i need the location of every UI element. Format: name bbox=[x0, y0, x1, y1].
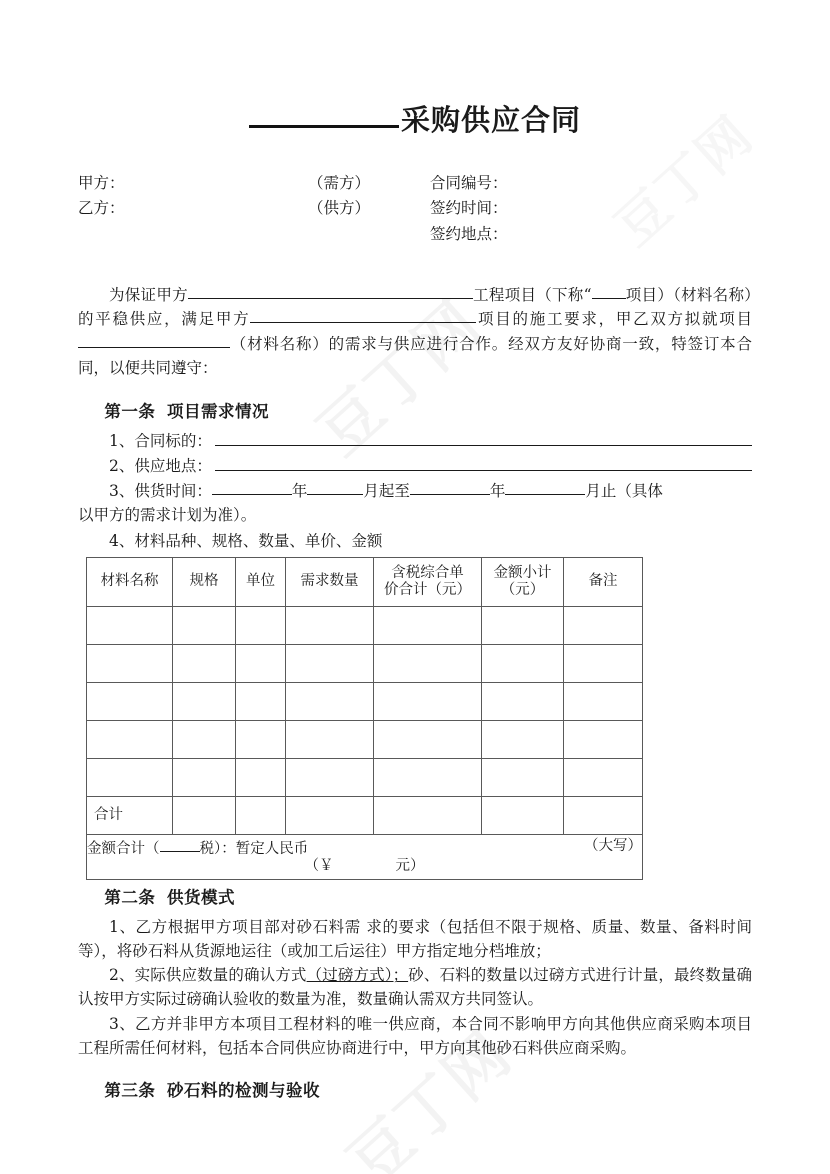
cell-spec[interactable] bbox=[173, 758, 236, 796]
cell-quantity[interactable] bbox=[286, 758, 374, 796]
cell-amount[interactable] bbox=[482, 758, 564, 796]
cell-amount[interactable] bbox=[482, 606, 564, 644]
total-cell-remark[interactable] bbox=[564, 796, 643, 834]
amount-summary-cell bbox=[87, 834, 643, 879]
cell-spec[interactable] bbox=[173, 644, 236, 682]
party-a-label: 甲方： bbox=[78, 174, 125, 193]
section-2-title: 供货模式 bbox=[166, 887, 235, 907]
item-2-weighing-method: （过磅方式）； bbox=[306, 966, 409, 985]
cell-material-name[interactable] bbox=[87, 720, 173, 758]
title-blank-field[interactable] bbox=[249, 125, 399, 128]
item-3-blank-month-start[interactable] bbox=[307, 479, 363, 495]
col-header-spec: 规格 bbox=[173, 557, 236, 606]
preamble-seg1: 为保证甲方 bbox=[109, 285, 188, 304]
section-2-number: 第二条 bbox=[104, 887, 156, 907]
table-row bbox=[87, 644, 643, 682]
section-1-item-4-label: 4、材料品种、规格、数量、单价、金额 bbox=[109, 532, 383, 551]
section-1-heading bbox=[78, 398, 752, 422]
party-block bbox=[78, 171, 752, 246]
total-cell-unit[interactable] bbox=[236, 796, 286, 834]
table-total-row bbox=[87, 796, 643, 834]
cell-unit[interactable] bbox=[236, 758, 286, 796]
amount-summary-line-2 bbox=[305, 858, 425, 874]
cell-remark[interactable] bbox=[564, 758, 643, 796]
section-2-heading bbox=[78, 884, 752, 908]
cell-material-name[interactable] bbox=[87, 682, 173, 720]
preamble-blank-project-2[interactable] bbox=[250, 307, 476, 323]
cell-material-name[interactable] bbox=[87, 644, 173, 682]
cell-spec[interactable] bbox=[173, 682, 236, 720]
amount-yuan-suffix: 元） bbox=[395, 858, 425, 875]
item-3-prefix: 3、供货时间： bbox=[109, 481, 212, 500]
cell-remark[interactable] bbox=[564, 682, 643, 720]
item-3-blank-year-end[interactable] bbox=[410, 479, 490, 495]
section-2-item-1: 1、乙方根据甲方项目部对砂石料需 求的要求（包括但不限于规格、质量、数量、备料时间等），将砂石料从货源地运往（或加工后运往）甲方指定地分档堆放； bbox=[78, 917, 752, 961]
material-table bbox=[86, 557, 643, 880]
section-3-number: 第三条 bbox=[104, 1081, 156, 1100]
section-2-item-3: 3、乙方并非甲方本项目工程材料的唯一供应商，本合同不影响甲方向其他供应商采购本项目工程所需任何材料，包括本合同供应协商进行中，甲方向其他砂石料供应商采购。 bbox=[78, 1014, 752, 1057]
item-1-label: 1、合同标的： bbox=[109, 431, 212, 450]
col-header-line-1: 含税综合单 bbox=[391, 564, 464, 581]
cell-remark[interactable] bbox=[564, 644, 643, 682]
col-header-amount-subtotal bbox=[482, 557, 564, 606]
cell-unit[interactable] bbox=[236, 720, 286, 758]
section-3-heading bbox=[78, 1077, 752, 1101]
preamble-blank-shortname[interactable] bbox=[592, 283, 626, 299]
section-1-title: 项目需求情况 bbox=[166, 401, 269, 421]
cell-amount[interactable] bbox=[482, 720, 564, 758]
item-3-blank-year-start[interactable] bbox=[212, 479, 292, 495]
cell-unit-price[interactable] bbox=[374, 758, 482, 796]
cell-material-name[interactable] bbox=[87, 758, 173, 796]
total-row-label: 合计 bbox=[87, 796, 173, 834]
amount-summary-left bbox=[87, 838, 308, 858]
amount-summary-line-1 bbox=[87, 838, 642, 858]
cell-unit[interactable] bbox=[236, 644, 286, 682]
amount-uppercase-note: （大写） bbox=[584, 838, 642, 855]
preamble-blank-project[interactable] bbox=[188, 283, 473, 299]
preamble-seg2: 工程项目（下称“ bbox=[472, 285, 592, 304]
section-1-item-3 bbox=[78, 479, 752, 527]
preamble-seg5: （材料名称）的需求与供应进行合作。经双方友好协商一致，特签订本合同，以便共同遵守： bbox=[78, 334, 752, 378]
item-2-blank[interactable] bbox=[215, 455, 752, 471]
preamble-blank-material[interactable] bbox=[78, 332, 230, 348]
cell-spec[interactable] bbox=[173, 606, 236, 644]
party-row-a bbox=[78, 171, 752, 196]
preamble-paragraph bbox=[78, 283, 752, 381]
cell-unit[interactable] bbox=[236, 606, 286, 644]
cell-spec[interactable] bbox=[173, 720, 236, 758]
title-text: 采购供应合同 bbox=[400, 103, 581, 137]
party-row-b bbox=[78, 196, 752, 221]
total-cell-quantity[interactable] bbox=[286, 796, 374, 834]
section-2-item-2 bbox=[78, 963, 752, 1011]
col-header-quantity: 需求数量 bbox=[286, 557, 374, 606]
table-row bbox=[87, 682, 643, 720]
item-1-blank[interactable] bbox=[215, 430, 752, 446]
cell-quantity[interactable] bbox=[286, 720, 374, 758]
tax-type-blank[interactable] bbox=[160, 838, 200, 852]
sign-place-label: 签约地点： bbox=[430, 224, 508, 243]
col-header-unit-price-incl-tax bbox=[374, 557, 482, 606]
total-cell-spec[interactable] bbox=[173, 796, 236, 834]
total-cell-amount[interactable] bbox=[482, 796, 564, 834]
preamble-seg3: 项目）（材料名称）的平稳供应，满足甲方 bbox=[78, 285, 752, 329]
col-header-material-name: 材料名称 bbox=[87, 557, 173, 606]
cell-unit[interactable] bbox=[236, 682, 286, 720]
cell-quantity[interactable] bbox=[286, 606, 374, 644]
col-header-remark: 备注 bbox=[564, 557, 643, 606]
cell-amount[interactable] bbox=[482, 682, 564, 720]
table-row bbox=[87, 606, 643, 644]
table-row bbox=[87, 758, 643, 796]
cell-unit-price[interactable] bbox=[374, 606, 482, 644]
cell-quantity[interactable] bbox=[286, 644, 374, 682]
amount-yen-prefix: （￥ bbox=[304, 858, 334, 875]
table-summary-row bbox=[87, 834, 643, 879]
cell-unit-price[interactable] bbox=[374, 644, 482, 682]
section-3-title: 砂石料的检测与验收 bbox=[166, 1081, 320, 1100]
preamble-seg4: 项目的施工要求，甲乙双方拟就项目 bbox=[476, 310, 752, 329]
col-header-unit: 单位 bbox=[236, 557, 286, 606]
amount-summary-tax-suffix: 税）：暂定人民币 bbox=[199, 841, 309, 858]
item-2-rest: 砂、石料的数量以过磅方式进行计量，最终数量确认按甲方实际过磅确认验收的数量为准，数量确认需双方共同签认。 bbox=[78, 966, 752, 1009]
party-b-label: 乙方： bbox=[78, 199, 125, 218]
contract-no-label: 合同编号： bbox=[430, 174, 508, 193]
material-table-header-row bbox=[87, 557, 643, 606]
party-row-c bbox=[78, 222, 752, 247]
cell-remark[interactable] bbox=[564, 720, 643, 758]
cell-remark[interactable] bbox=[564, 606, 643, 644]
item-2-label: 2、供应地点： bbox=[109, 456, 212, 475]
cell-unit-price[interactable] bbox=[374, 682, 482, 720]
item-3-year-1: 年 bbox=[291, 481, 308, 500]
item-2-prefix: 2、实际供应数量的确认方式 bbox=[109, 966, 307, 985]
sign-time-label: 签约时间： bbox=[430, 199, 508, 218]
party-b-kind: （供方） bbox=[308, 199, 371, 218]
cell-material-name[interactable] bbox=[87, 606, 173, 644]
item-3-month-1: 月起至 bbox=[363, 481, 410, 500]
amount-summary-prefix: 金额合计（ bbox=[87, 841, 160, 858]
item-3-year-2: 年 bbox=[489, 481, 506, 500]
cell-unit-price[interactable] bbox=[374, 720, 482, 758]
item-3-blank-month-end[interactable] bbox=[505, 479, 585, 495]
table-row bbox=[87, 720, 643, 758]
section-1-item-2 bbox=[78, 454, 752, 479]
item-3-tail: 以甲方的需求计划为准）。 bbox=[78, 506, 257, 524]
col-header-line-1: 金额小计 bbox=[493, 564, 552, 581]
section-1-item-1 bbox=[78, 429, 752, 454]
col-header-line-2: （元） bbox=[500, 581, 545, 598]
col-header-line-2: 价合计（元） bbox=[384, 581, 471, 598]
party-a-kind: （需方） bbox=[308, 174, 371, 193]
cell-amount[interactable] bbox=[482, 644, 564, 682]
cell-quantity[interactable] bbox=[286, 682, 374, 720]
item-3-month-2: 月止（具体 bbox=[585, 481, 663, 500]
page-title bbox=[78, 0, 752, 137]
section-1-number: 第一条 bbox=[104, 401, 156, 421]
total-cell-unit-price[interactable] bbox=[374, 796, 482, 834]
